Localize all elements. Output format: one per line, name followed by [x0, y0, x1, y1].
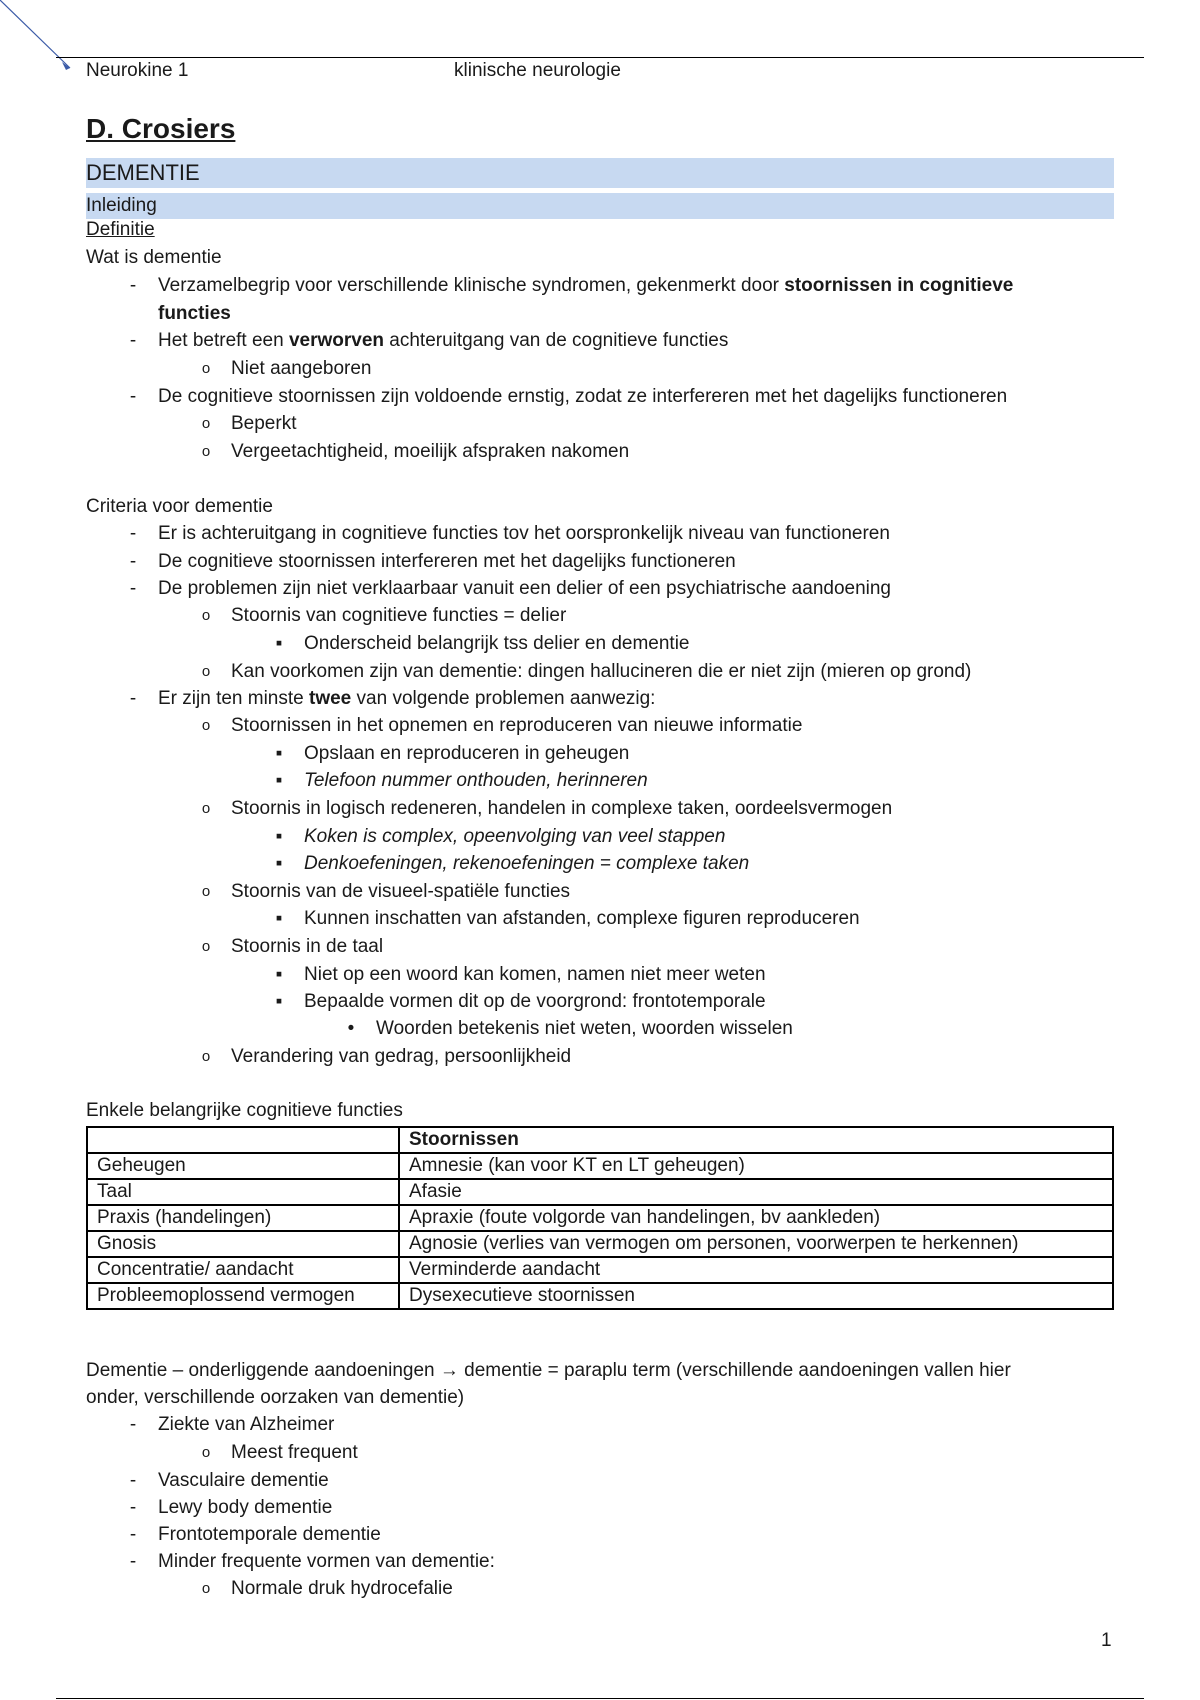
- cognitive-functions-table: [86, 1126, 1114, 1310]
- table-caption: Enkele belangrijke cognitieve functies: [86, 1100, 403, 1121]
- author-title: D. Crosiers: [86, 113, 236, 144]
- table-cell: Verminderde aandacht: [399, 1257, 1113, 1283]
- table-header-cell: Stoornissen: [399, 1127, 1113, 1153]
- list-item: ▪ Bepaalde vormen dit op de voorgrond: frontotemporale: [275, 991, 766, 1012]
- heading-definitie: Definitie: [86, 219, 155, 240]
- corner-arrow: [0, 0, 80, 80]
- list-item: o Beperkt: [201, 413, 297, 434]
- list-item: - Er is achteruitgang in cognitieve functies tov het oorspronkelijk niveau van functioneren: [129, 523, 890, 544]
- list-item: • Woorden betekenis niet weten, woorden wisselen: [347, 1018, 793, 1039]
- list-item: ▪ Opslaan en reproduceren in geheugen: [275, 743, 630, 764]
- table-row: [87, 1231, 1113, 1257]
- footer-rule: [56, 1698, 1144, 1699]
- table-cell: Afasie: [399, 1179, 1113, 1205]
- list-item: - Vasculaire dementie: [129, 1470, 329, 1491]
- table-cell: Concentratie/ aandacht: [87, 1257, 399, 1283]
- table-cell: Gnosis: [87, 1231, 399, 1257]
- list-item: - Ziekte van Alzheimer: [129, 1414, 335, 1435]
- list-item: o Stoornis in logisch redeneren, handelen in complexe taken, oordeelsvermogen: [201, 798, 893, 819]
- list-item: o Meest frequent: [201, 1442, 358, 1463]
- list-item: - De problemen zijn niet verklaarbaar vanuit een delier of een psychiatrische aandoening: [129, 578, 892, 599]
- list-item: - Frontotemporale dementie: [129, 1524, 381, 1545]
- table-cell: Amnesie (kan voor KT en LT geheugen): [399, 1153, 1113, 1179]
- table-cell: Praxis (handelingen): [87, 1205, 399, 1231]
- list-item: ▪ Telefoon nummer onthouden, herinneren: [275, 770, 648, 791]
- header-subject: klinische neurologie: [454, 60, 621, 81]
- list-item: o Stoornis van cognitieve functies = delier: [201, 605, 567, 626]
- list-item: ▪ Onderscheid belangrijk tss delier en dementie: [275, 633, 690, 654]
- table-row: [87, 1205, 1113, 1231]
- table-cell: Geheugen: [87, 1153, 399, 1179]
- table-cell: Taal: [87, 1179, 399, 1205]
- table-row: [87, 1179, 1113, 1205]
- list-item: o Verandering van gedrag, persoonlijkheid: [201, 1046, 572, 1067]
- paragraph-line: onder, verschillende oorzaken van dementie): [86, 1387, 465, 1408]
- table-cell: Agnosie (verlies van vermogen om personen, voorwerpen te herkennen): [399, 1231, 1113, 1257]
- list-item: o Niet aangeboren: [201, 358, 372, 379]
- table-cell: Probleemoplossend vermogen: [87, 1283, 399, 1309]
- list-item: o Kan voorkomen zijn van dementie: dingen hallucineren die er niet zijn (mieren op grond): [201, 661, 972, 682]
- list-item: ▪ Denkoefeningen, rekenoefeningen = complexe taken: [275, 853, 750, 874]
- list-item: ▪ Koken is complex, opeenvolging van veel stappen: [275, 826, 726, 847]
- table-row: [87, 1153, 1113, 1179]
- list-item: ▪ Kunnen inschatten van afstanden, complexe figuren reproduceren: [275, 908, 860, 929]
- table-cell: Apraxie (foute volgorde van handelingen, bv aankleden): [399, 1205, 1113, 1231]
- list-item: - De cognitieve stoornissen zijn voldoende ernstig, zodat ze interfereren met het dagelijks functioneren: [129, 386, 1008, 407]
- heading-dementie: DEMENTIE: [86, 158, 1114, 188]
- table-row: [87, 1283, 1113, 1309]
- list-item: - De cognitieve stoornissen interfereren met het dagelijks functioneren: [129, 551, 736, 572]
- list-item: o Stoornissen in het opnemen en reproduceren van nieuwe informatie: [201, 715, 803, 736]
- table-header-cell: [87, 1127, 399, 1153]
- list-item: - Verzamelbegrip voor verschillende klinische syndromen, gekenmerkt door stoornissen in cognitieve: [129, 275, 1014, 296]
- section-title-criteria: Criteria voor dementie: [86, 496, 273, 517]
- list-item: o Vergeetachtigheid, moeilijk afspraken nakomen: [201, 441, 630, 462]
- list-item: o Stoornis in de taal: [201, 936, 384, 957]
- list-item: - Er zijn ten minste twee van volgende problemen aanwezig:: [129, 688, 656, 709]
- table-cell: Dysexecutieve stoornissen: [399, 1283, 1113, 1309]
- header-course: Neurokine 1: [86, 60, 189, 81]
- list-item: - Het betreft een verworven achteruitgang van de cognitieve functies: [129, 330, 729, 351]
- list-item: ▪ Niet op een woord kan komen, namen niet meer weten: [275, 964, 766, 985]
- header-rule: [56, 57, 1144, 58]
- section-title-wat-is: Wat is dementie: [86, 247, 222, 268]
- list-item-continuation: functies: [158, 303, 231, 324]
- list-item: - Lewy body dementie: [129, 1497, 333, 1518]
- table-row: [87, 1257, 1113, 1283]
- list-item: - Minder frequente vormen van dementie:: [129, 1551, 495, 1572]
- heading-inleiding: Inleiding: [86, 193, 1114, 219]
- list-item: o Normale druk hydrocefalie: [201, 1578, 453, 1599]
- list-item: o Stoornis van de visueel-spatiële functies: [201, 881, 571, 902]
- page-number: 1: [1101, 1630, 1112, 1651]
- table-header-row: [87, 1127, 1113, 1153]
- paragraph-line: Dementie – onderliggende aandoeningen → dementie = paraplu term (verschillende aandoeningen vallen hier: [86, 1360, 1011, 1381]
